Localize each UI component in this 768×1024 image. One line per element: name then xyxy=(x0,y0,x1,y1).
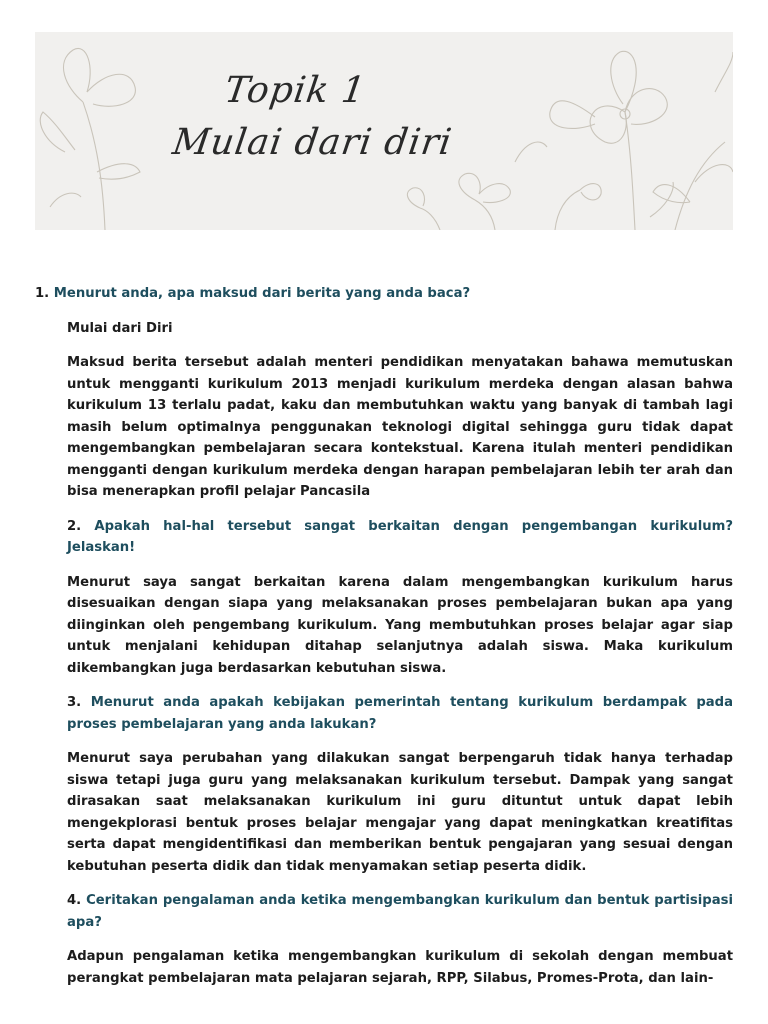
question-number: 2. xyxy=(67,518,82,534)
topic-subtitle: Mulai dari diri xyxy=(170,122,455,163)
question-text: Ceritakan pengalaman anda ketika mengembangkan kurikulum dan bentuk partisipasi apa? xyxy=(67,893,734,930)
question-1 xyxy=(35,283,733,305)
topic-title: Topik 1 xyxy=(222,70,369,111)
question-number: 4. xyxy=(67,893,82,908)
question-text: Menurut anda, apa maksud dari berita yang anda baca? xyxy=(53,286,471,301)
question-3 xyxy=(67,692,733,735)
question-text: Menurut anda apakah kebijakan pemerintah tentang kurikulum berdampak pada proses pembelajaran yang anda lakukan? xyxy=(67,695,733,732)
question-4 xyxy=(67,890,733,933)
answer-paragraph: Menurut saya perubahan yang dilakukan sangat berpengaruh tidak hanya terhadap siswa tetapi juga guru yang melaksanakan kurikulum tersebut. Dampak yang sangat dirasakan saat melaksanakan kurikulum ini guru dituntut untuk dapat lebih mengekplorasi bentuk proses belajar mengajar yang dapat meningkatkan kreatifitas serta dapat mengidentifikasi dan memberikan bentuk pengajaran yang sesuai dengan kebutuhan peserta didik dan tidak menyamakan setiap peserta didik. xyxy=(67,751,733,874)
answer-paragraph: Menurut saya sangat berkaitan karena dalam mengembangkan kurikulum harus disesuaikan dengan siapa yang melaksanakan proses pembelajaran bukan apa yang diinginkan oleh pengembang kurikulum. Yang membutuhkan proses belajar agar siap untuk menjalani kehidupan ditahap selanjutnya adalah siswa. Maka kurikulum dikembangkan juga berdasarkan kebutuhan siswa. xyxy=(67,574,733,676)
question-text: Apakah hal-hal tersebut sangat berkaitan dengan pengembangan kurikulum? Jelaskan! xyxy=(67,518,733,555)
question-number: 1. xyxy=(35,286,50,301)
header-banner xyxy=(35,32,733,230)
document-body xyxy=(35,283,733,1002)
question-number: 3. xyxy=(67,695,82,710)
question-2 xyxy=(67,516,733,559)
answer-paragraph: Maksud berita tersebut adalah menteri pendidikan menyatakan bahawa memutuskan untuk mengganti kurikulum 2013 menjadi kurikulum merdeka dengan alasan bahwa kurikulum 13 terlalu padat, kaku dan membutuhkan waktu yang banyak di tambah lagi masih belum optimalnya penggunakan teknologi digital sehingga guru tidak dapat mengembangkan pembelajaran secara kontekstual. Karena itulah menteri pendidikan mengganti dengan kurikulum merdeka dengan harapan pembelajaran lebih ter arah dan bisa menerapkan profil pelajar Pancasila xyxy=(67,355,733,499)
answer-heading: Mulai dari Diri xyxy=(67,320,173,336)
answer-paragraph: Adapun pengalaman ketika mengembangkan kurikulum di sekolah dengan membuat perangkat pembelajaran mata pelajaran sejarah, RPP, Silabus, Promes-Prota, dan lain- xyxy=(67,949,733,986)
